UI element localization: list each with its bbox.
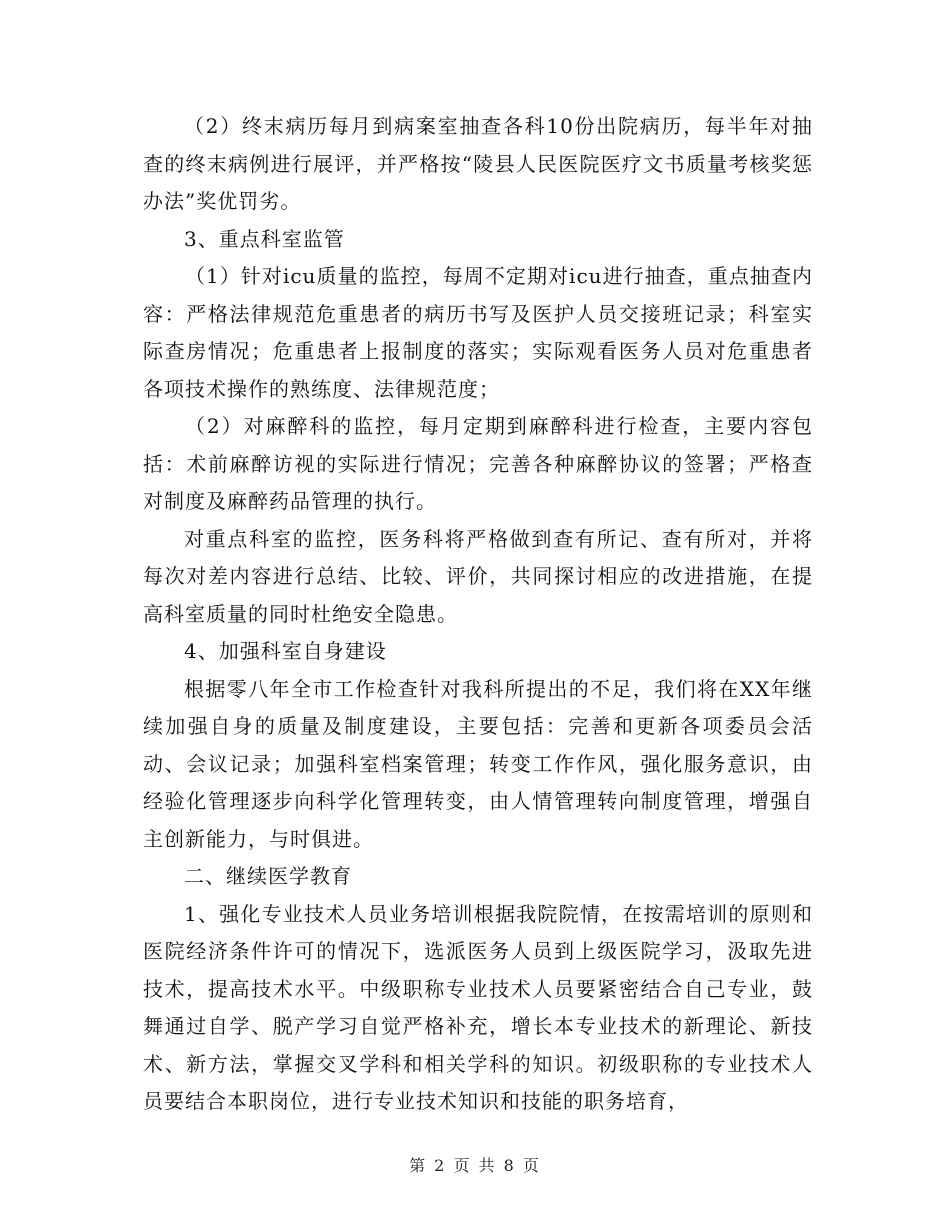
paragraph-terminal-records: （2）终末病历每月到病案室抽查各科10份出院病历，每半年对抽查的终末病例进行展评，并严格按“陵县人民医院医疗文书质量考核奖惩办法”奖优罚劣。 bbox=[143, 114, 813, 213]
paragraph-staff-training: 1、强化专业技术人员业务培训根据我院院情，在按需培训的原则和医院经济条件许可的情况下，选派医务人员到上级医院学习，汲取先进技术，提高技术水平。中级职称专业技术人员要紧密结合自己专业，鼓舞通过自学、脱产学习自觉严格补充，增长本专业技术的新理论、新技术、新方法，掌握交叉学科和相关学科的知识。初级职称的专业技术人员要结合本职岗位，进行专业技术知识和技能的职务培育， bbox=[143, 901, 813, 1113]
heading-key-departments: 3、重点科室监管 bbox=[184, 226, 345, 251]
paragraph-self-construction: 根据零八年全市工作检查针对我科所提出的不足，我们将在XX年继续加强自身的质量及制度建设，主要包括：完善和更新各项委员会活动、会议记录；加强科室档案管理；转变工作作风，强化服务意识，由经验化管理逐步向科学化管理转变，由人情管理转向制度管理，增强自主创新能力，与时俱进。 bbox=[143, 676, 813, 851]
heading-continuing-education: 二、继续医学教育 bbox=[184, 864, 352, 888]
heading-self-construction: 4、加强科室自身建设 bbox=[184, 639, 387, 663]
page-number: 第 2 页 共 8 页 bbox=[409, 1156, 541, 1175]
paragraph-key-department-summary: 对重点科室的监控，医务科将严格做到查有所记、查有所对，并将每次对差内容进行总结、比较、评价，共同探讨相应的改进措施，在提高科室质量的同时杜绝安全隐患。 bbox=[143, 526, 813, 626]
paragraph-icu-monitoring: （1）针对icu质量的监控，每周不定期对icu进行抽查，重点抽查内容：严格法律规范危重患者的病历书写及医护人员交接班记录；科室实际查房情况；危重患者上报制度的落实；实际观看医务人员对危重患者各项技术操作的熟练度、法律规范度； bbox=[143, 264, 813, 401]
page-footer bbox=[0, 1153, 950, 1176]
document-body bbox=[143, 108, 813, 1121]
paragraph-anesthesia-monitoring: （2）对麻醉科的监控，每月定期到麻醉科进行检查，主要内容包括：术前麻醉访视的实际进行情况；完善各种麻醉协议的签署；严格查对制度及麻醉药品管理的执行。 bbox=[143, 414, 813, 513]
